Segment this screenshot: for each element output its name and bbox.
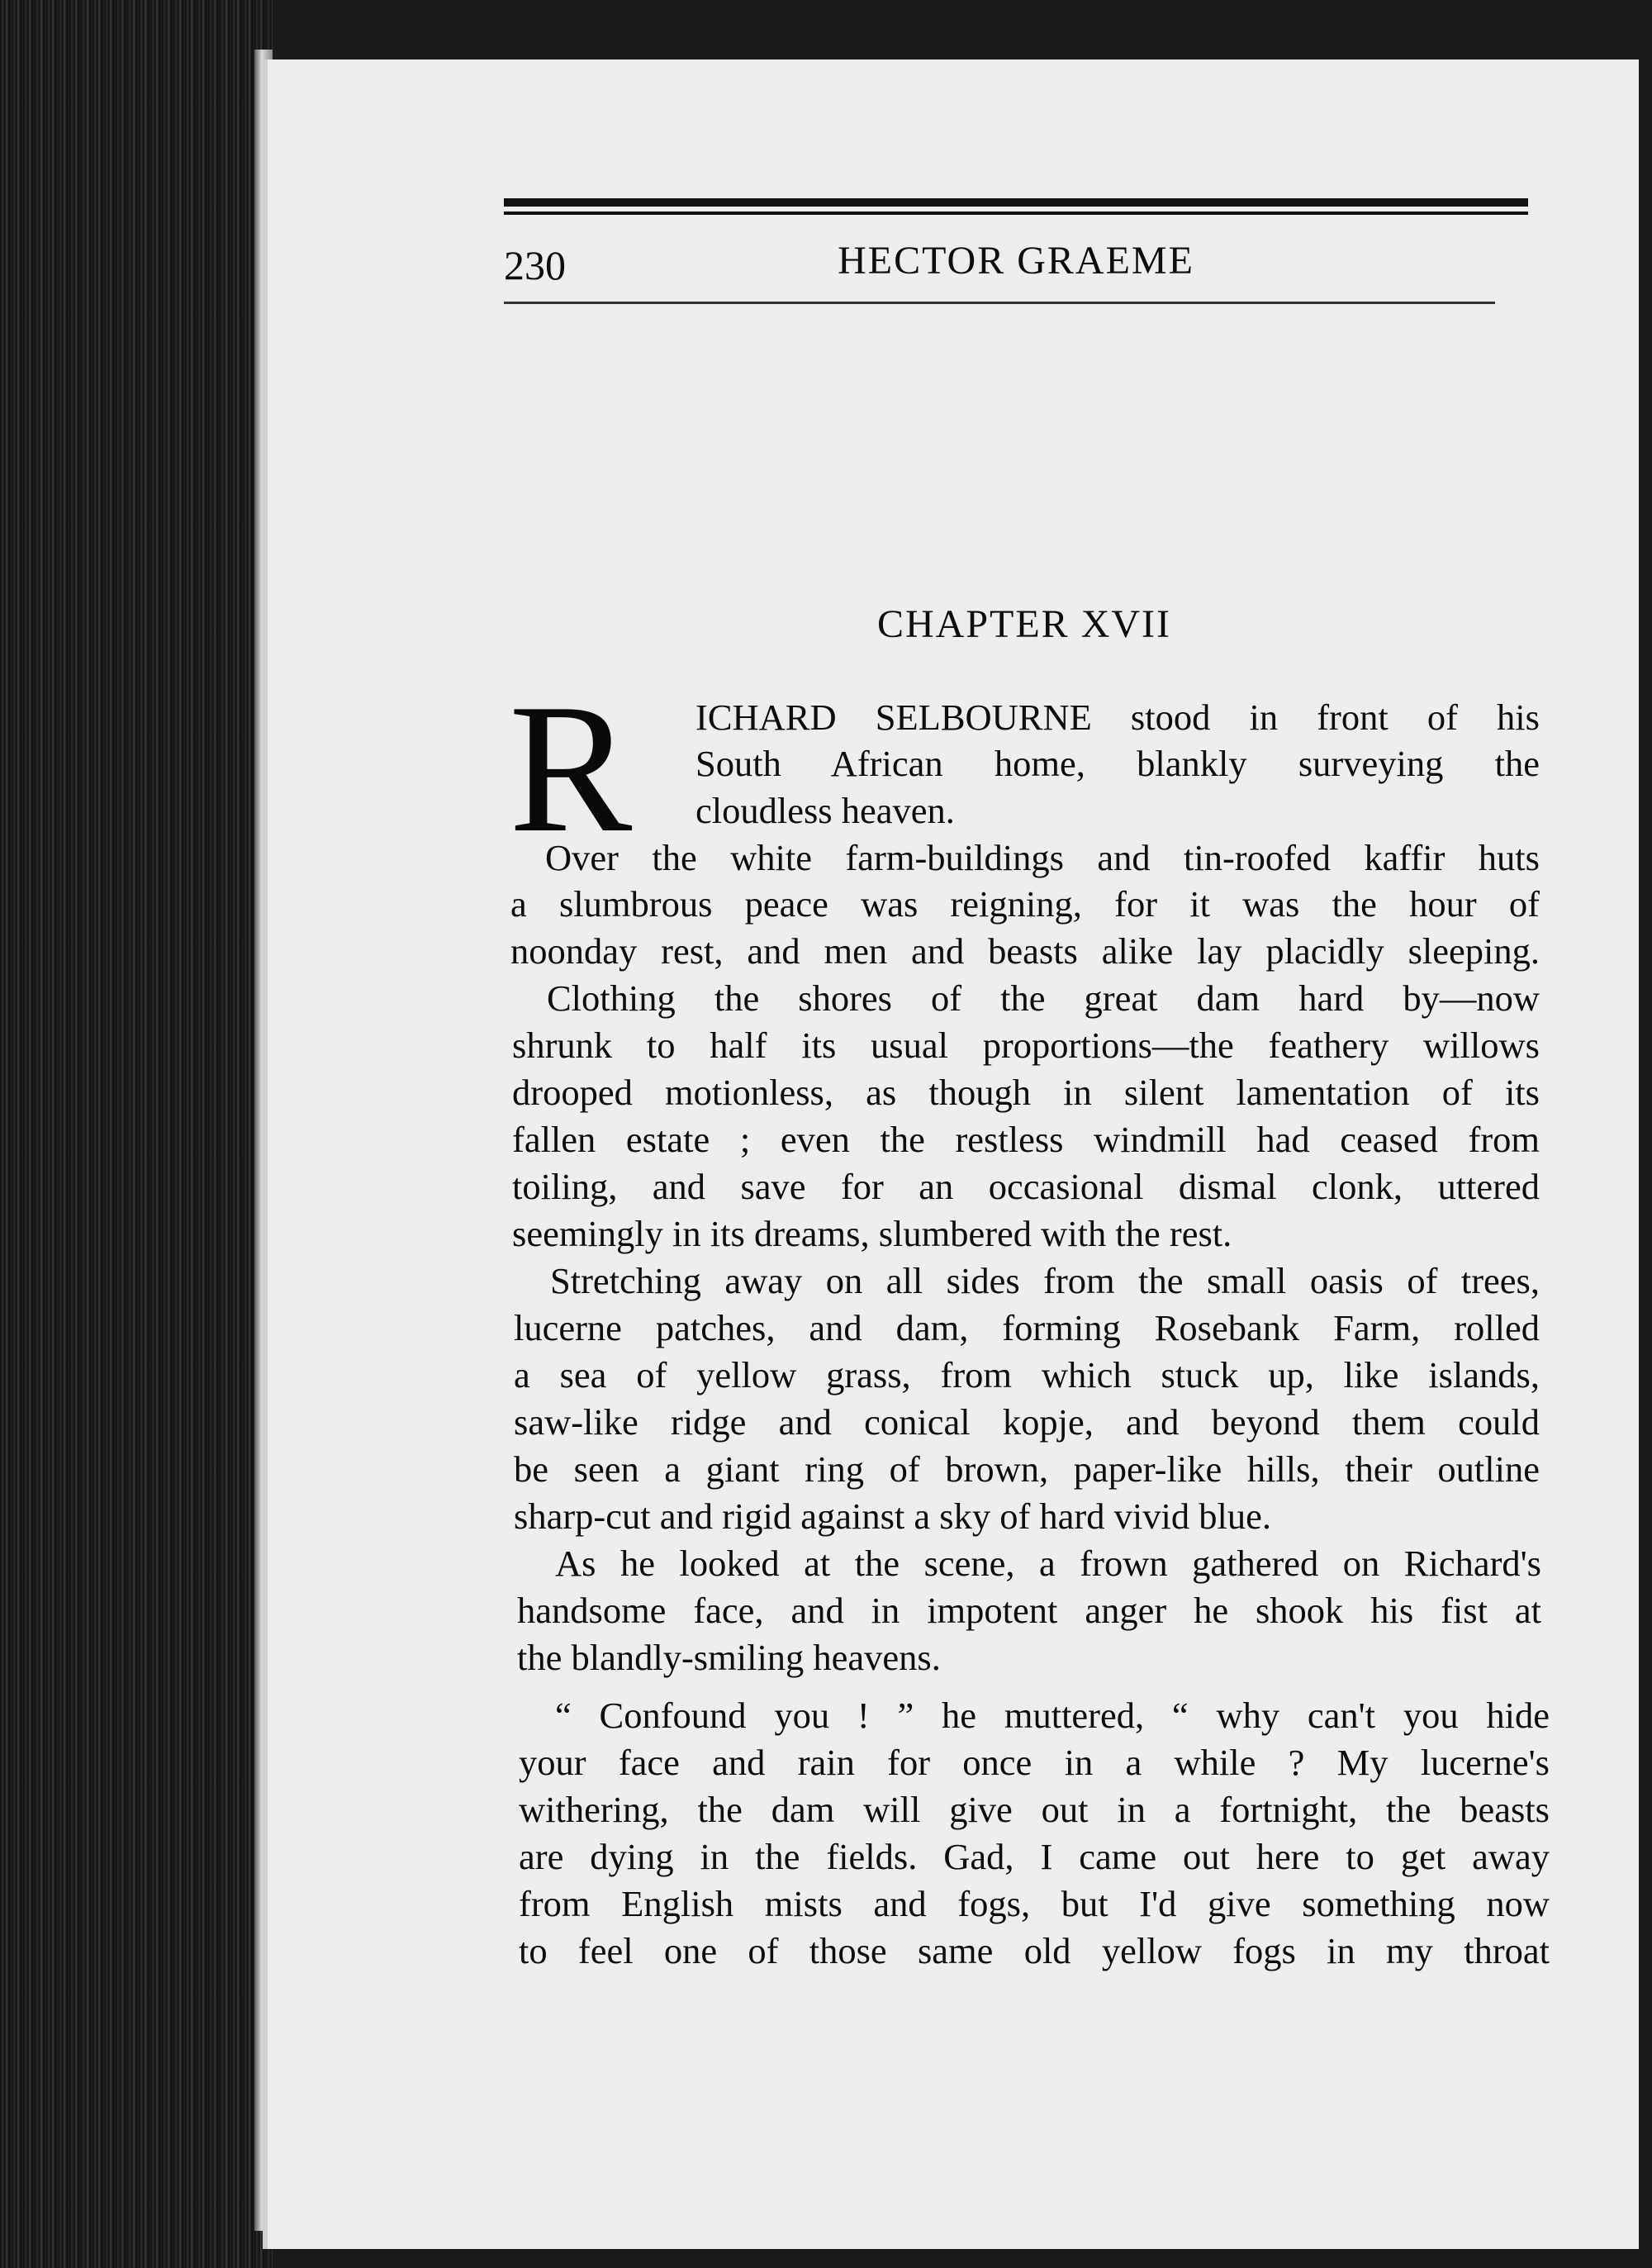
text-line: shrunk to half its usual proportions—the feathery willows [512, 1025, 1540, 1066]
header-rule-bottom [504, 302, 1495, 304]
text-line: seemingly in its dreams, slumbered with the rest. [512, 1213, 1232, 1254]
text-line: are dying in the fields. Gad, I came out here to get away [519, 1836, 1550, 1877]
text-line: be seen a giant ring of brown, paper-like hills, their outline [514, 1448, 1540, 1490]
text-line: South African home, blankly surveying the [695, 743, 1540, 784]
text-line: cloudless heaven. [695, 790, 955, 831]
text-line: a slumbrous peace was reigning, for it was the hour of [510, 883, 1540, 925]
text-line: drooped motionless, as though in silent lamentation of its [512, 1072, 1540, 1113]
text-line: ICHARD SELBOURNE stood in front of his [695, 697, 1540, 738]
text-line: Over the white farm-buildings and tin-roofed kaffir huts [545, 837, 1540, 878]
text-line: Clothing the shores of the great dam hard by—now [547, 977, 1540, 1019]
text-line: a sea of yellow grass, from which stuck up, like islands, [514, 1354, 1540, 1396]
text-line: the blandly-smiling heavens. [517, 1637, 941, 1678]
text-line: saw-like ridge and conical kopje, and beyond them could [514, 1401, 1540, 1443]
text-line: “ Confound you ! ” he muttered, “ why can't you hide [555, 1695, 1550, 1736]
book-title: HECTOR GRAEME [838, 239, 1194, 283]
text-line: lucerne patches, and dam, forming Rosebank Farm, rolled [514, 1307, 1540, 1348]
text-line: withering, the dam will give out in a fortnight, the beasts [519, 1789, 1550, 1830]
text-line: toiling, and save for an occasional dismal clonk, uttered [512, 1166, 1540, 1207]
header-rule-thick [504, 198, 1528, 207]
drop-cap: R [509, 666, 633, 871]
text-line: noonday rest, and men and beasts alike lay placidly sleeping. [510, 930, 1540, 972]
book-page-edges [0, 0, 273, 2268]
text-line: As he looked at the scene, a frown gathered on Richard's [555, 1543, 1541, 1584]
text-line: handsome face, and in impotent anger he shook his fist at [517, 1590, 1541, 1631]
text-line: sharp-cut and rigid against a sky of hard vivid blue. [514, 1495, 1271, 1537]
running-head [504, 233, 1528, 299]
text-line: to feel one of those same old yellow fogs in my throat [519, 1930, 1550, 1971]
text-line: from English mists and fogs, but I'd give something now [519, 1883, 1550, 1924]
chapter-title: CHAPTER XVII [877, 602, 1171, 646]
text-line: fallen estate ; even the restless windmill had ceased from [512, 1119, 1540, 1160]
text-line: your face and rain for once in a while ? My lucerne's [519, 1742, 1550, 1783]
header-rule-thin [504, 212, 1528, 215]
text-line: Stretching away on all sides from the small oasis of trees, [550, 1260, 1540, 1301]
page-number: 230 [504, 242, 566, 288]
